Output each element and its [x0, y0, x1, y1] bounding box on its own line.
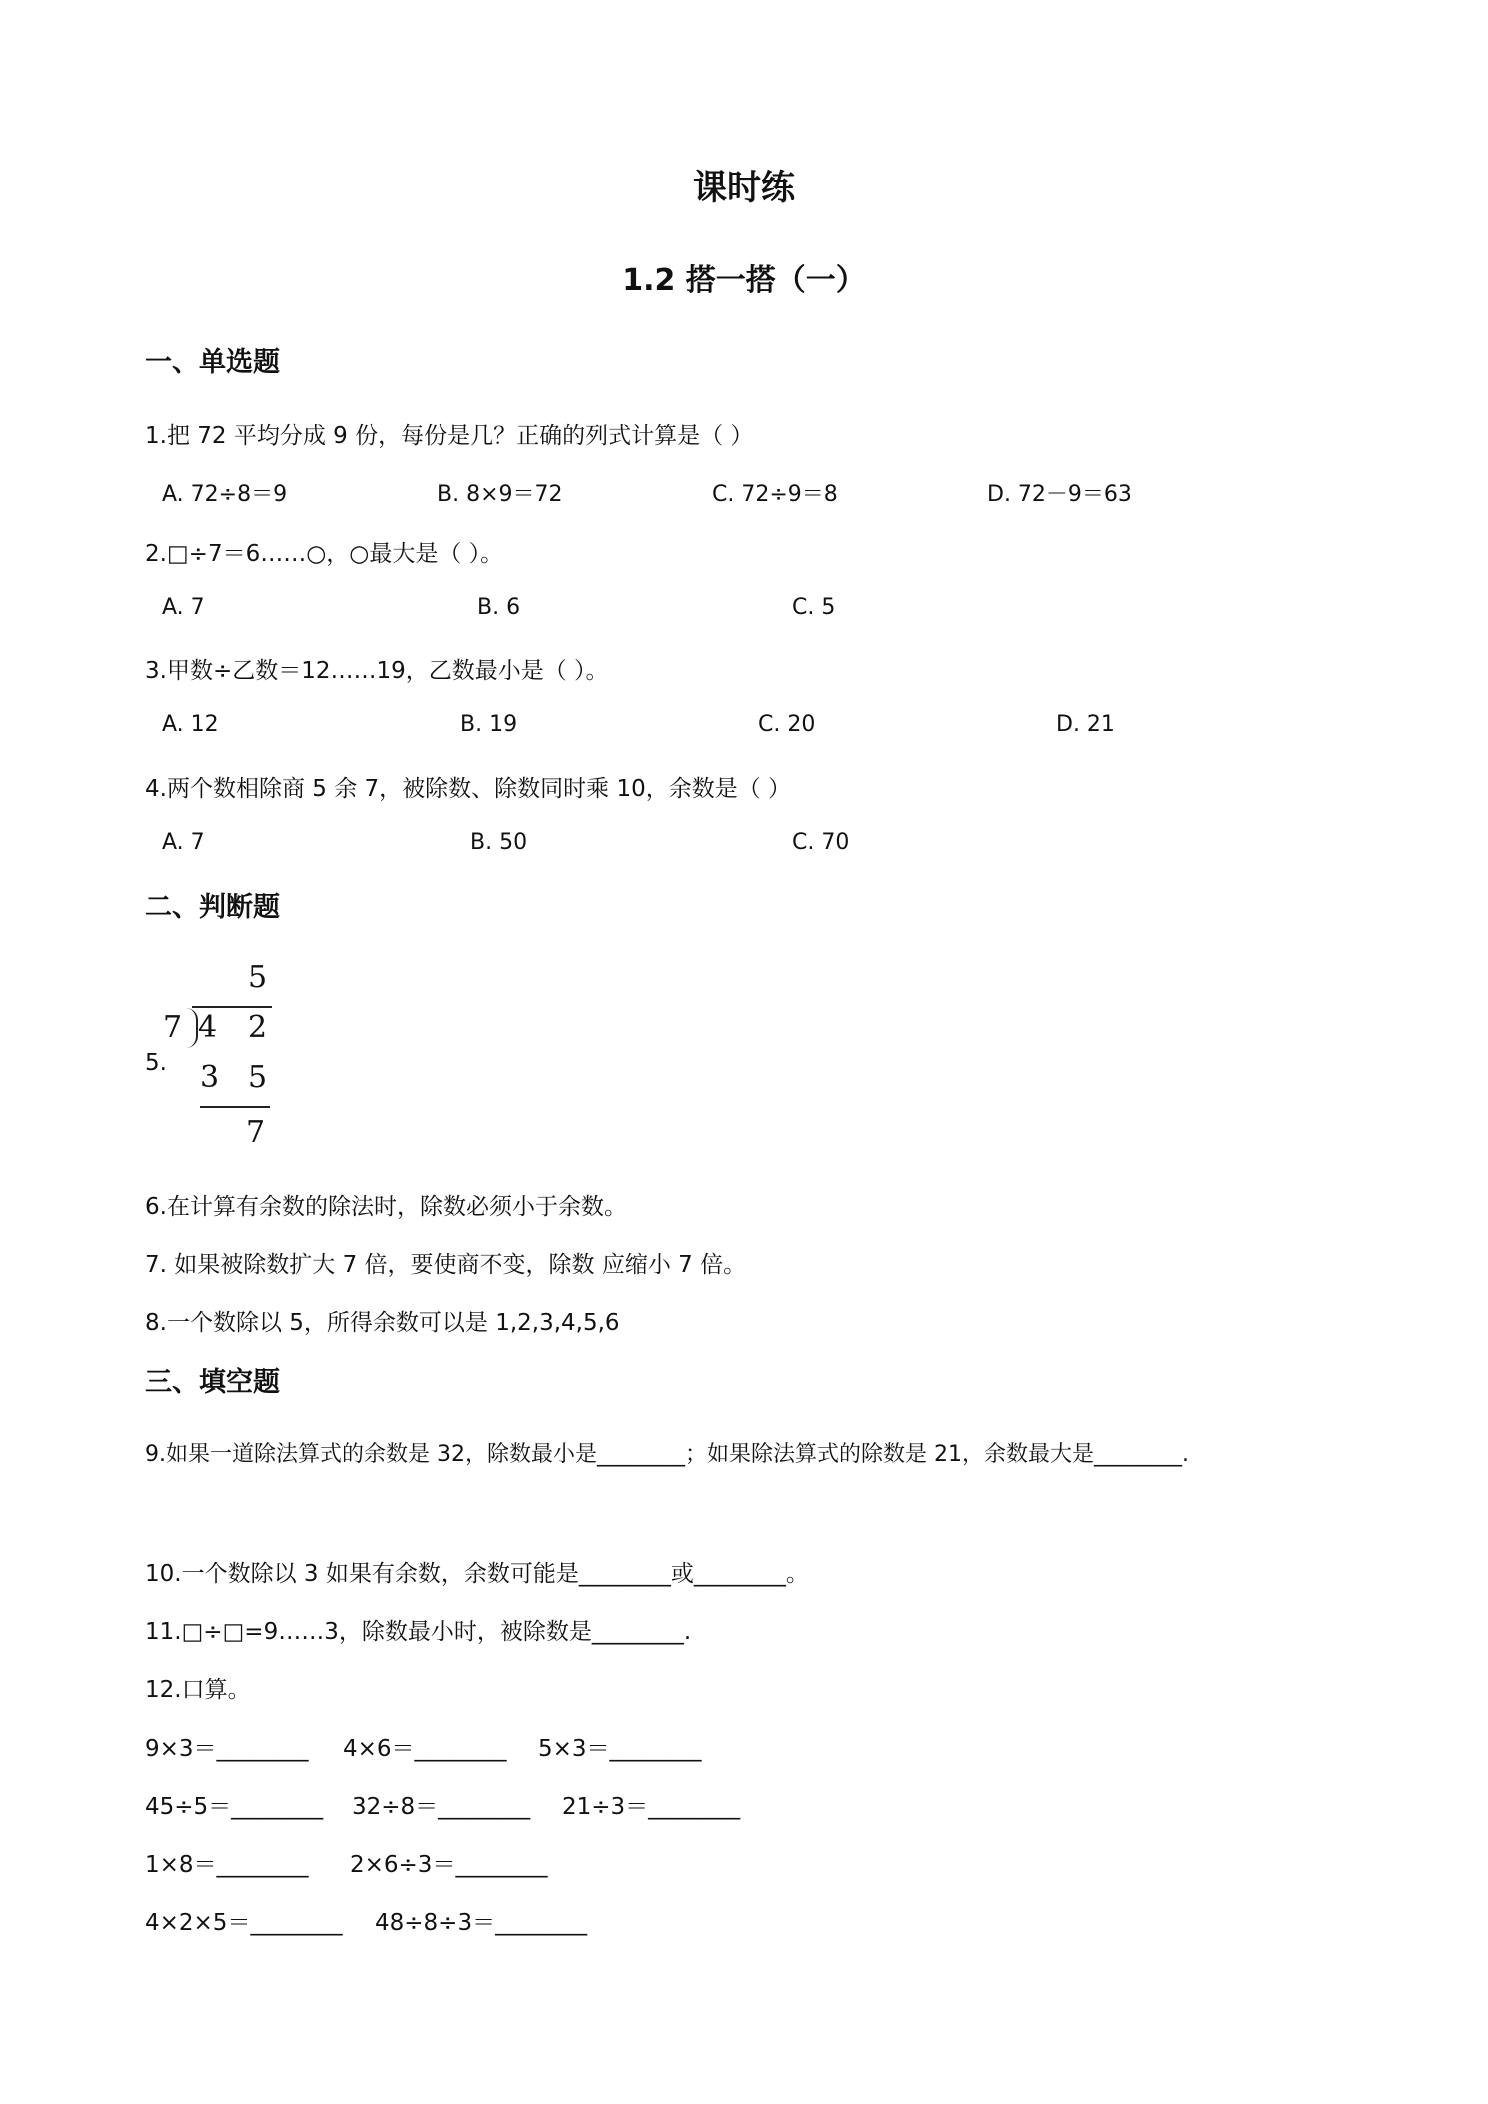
calc-item: 32÷8＝________: [352, 1794, 531, 1820]
calc-item: 48÷8÷3＝________: [375, 1910, 588, 1936]
calc-item: 1×8＝________: [145, 1852, 309, 1878]
question-7: 7. 如果被除数扩大 7 倍，要使商不变，除数 应缩小 7 倍。: [145, 1252, 747, 1278]
division-divisor: 7: [163, 1010, 183, 1045]
calc-item: 4×2×5＝________: [145, 1910, 343, 1936]
question-6: 6.在计算有余数的除法时，除数必须小于余数。: [145, 1194, 627, 1220]
question-2: 2.□÷7＝6……○，○最大是（ ）。: [145, 541, 504, 567]
division-subtract-line: [200, 1106, 270, 1108]
question-1: 1.把 72 平均分成 9 份，每份是几？正确的列式计算是（ ）: [145, 423, 754, 449]
q1-option-a: A. 72÷8＝9: [162, 482, 288, 507]
division-dividend-ones: 2: [248, 1010, 268, 1045]
question-4: 4.两个数相除商 5 余 7，被除数、除数同时乘 10，余数是（ ）: [145, 776, 792, 802]
q3-option-b: B. 19: [460, 712, 518, 737]
question-8: 8.一个数除以 5，所得余数可以是 1,2,3,4,5,6: [145, 1310, 620, 1336]
calc-item: 5×3＝________: [538, 1736, 702, 1762]
calc-item: 21÷3＝________: [562, 1794, 741, 1820]
q1-option-b: B. 8×9＝72: [437, 482, 563, 507]
question-11: 11.□÷□=9……3，除数最小时，被除数是________.: [145, 1619, 692, 1645]
q3-option-a: A. 12: [162, 712, 219, 737]
q2-option-c: C. 5: [792, 595, 836, 620]
q1-option-c: C. 72÷9＝8: [712, 482, 838, 507]
calc-item: 9×3＝________: [145, 1736, 309, 1762]
question-12: 12.口算。: [145, 1677, 251, 1703]
question-5-label: 5.: [145, 1050, 167, 1076]
section-heading-true-false: 二、判断题: [145, 892, 280, 923]
q4-option-b: B. 50: [470, 830, 528, 855]
calc-item: 2×6÷3＝________: [350, 1852, 548, 1878]
question-9: 9.如果一道除法算式的余数是 32，除数最小是________；如果除法算式的除数是 21，余数最大是________.: [145, 1442, 1189, 1467]
calc-item: 45÷5＝________: [145, 1794, 324, 1820]
document-title: 课时练: [693, 168, 795, 208]
division-bar: [192, 1006, 272, 1008]
section-heading-fill-in: 三、填空题: [145, 1367, 280, 1398]
q1-option-d: D. 72－9＝63: [987, 482, 1132, 507]
q2-option-a: A. 7: [162, 595, 205, 620]
division-product-ones: 5: [248, 1060, 268, 1095]
division-quotient: 5: [248, 960, 268, 995]
q3-option-c: C. 20: [758, 712, 816, 737]
q2-option-b: B. 6: [477, 595, 521, 620]
document-subtitle: 1.2 搭一搭（一）: [622, 263, 866, 298]
question-10: 10.一个数除以 3 如果有余数，余数可能是________或________。: [145, 1561, 809, 1587]
division-remainder: 7: [246, 1115, 266, 1150]
division-dividend-tens: 4: [198, 1010, 218, 1045]
q3-option-d: D. 21: [1056, 712, 1115, 737]
division-bracket: [186, 1008, 198, 1048]
division-product-tens: 3: [200, 1060, 220, 1095]
q4-option-a: A. 7: [162, 830, 205, 855]
q4-option-c: C. 70: [792, 830, 850, 855]
question-3: 3.甲数÷乙数＝12……19，乙数最小是（ ）。: [145, 658, 609, 684]
section-heading-single-choice: 一、单选题: [145, 347, 280, 378]
long-division-figure: [145, 960, 305, 1170]
calc-item: 4×6＝________: [343, 1736, 507, 1762]
